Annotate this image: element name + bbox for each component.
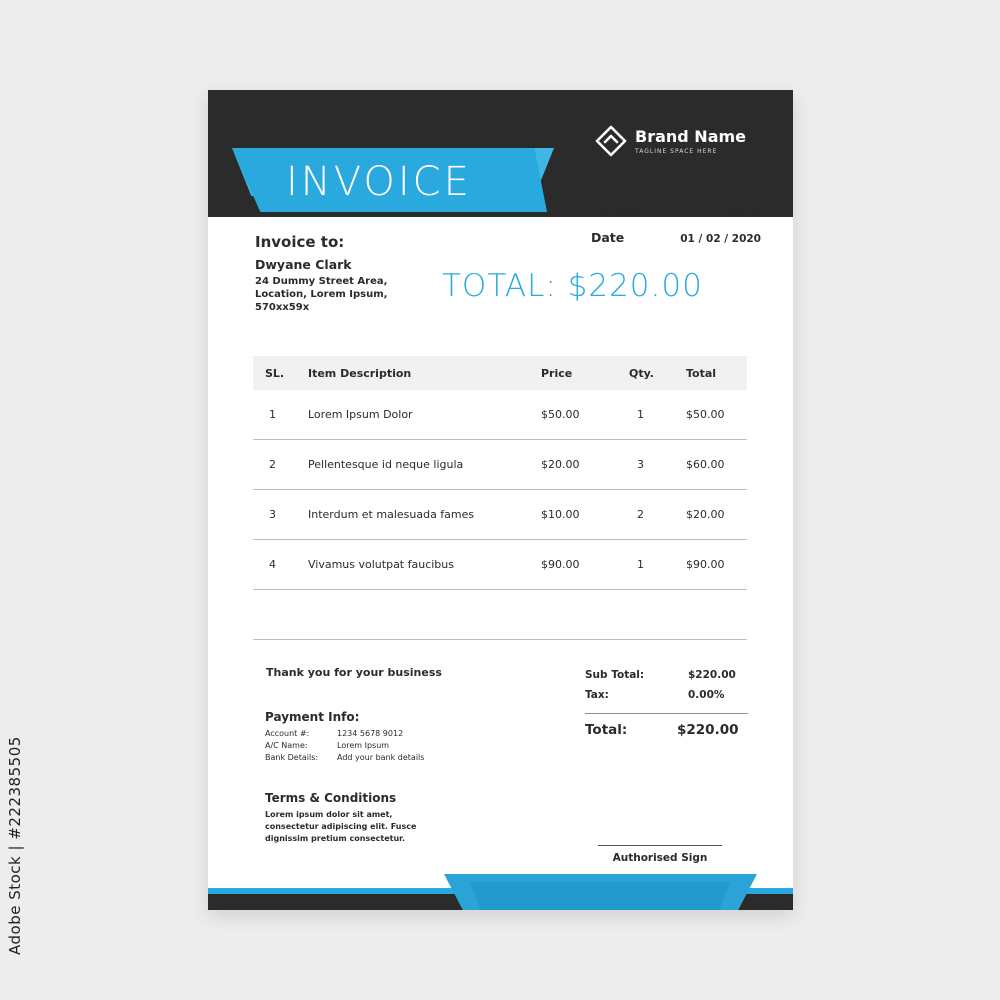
payment-heading: Payment Info: <box>265 710 360 724</box>
invoice-meta <box>591 204 761 256</box>
cell-qty: 2 <box>637 508 644 521</box>
table-row <box>253 540 747 590</box>
grand-total-label: Total: <box>585 722 628 738</box>
payment-info <box>265 710 485 764</box>
cell-sl: 2 <box>269 458 276 471</box>
invoice-number-label: Invoice# <box>591 204 652 219</box>
cell-sl: 4 <box>269 558 276 571</box>
cell-description: Lorem Ipsum Dolor <box>308 408 413 421</box>
tax-row <box>585 685 745 705</box>
header-sl: SL. <box>265 366 285 380</box>
totals-summary <box>585 665 745 740</box>
cell-total: $90.00 <box>686 558 725 571</box>
invoice-number-value: 52148 <box>724 207 761 219</box>
client-address-line-2: Location, Lorem Ipsum, <box>255 289 388 300</box>
table-row-empty <box>253 590 747 640</box>
cell-sl: 1 <box>269 408 276 421</box>
client-address-line-1: 24 Dummy Street Area, <box>255 276 388 287</box>
terms-heading: Terms & Conditions <box>265 791 397 805</box>
invoice-date-value: 01 / 02 / 2020 <box>680 233 761 245</box>
brand-tagline: TAGLINE SPACE HERE <box>635 147 718 155</box>
bank-value: Add your bank details <box>337 753 425 762</box>
invoice-title: INVOICE <box>286 159 472 205</box>
cell-qty: 1 <box>637 558 644 571</box>
bank-label: Bank Details: <box>265 753 319 762</box>
terms-line-1: Lorem ipsum dolor sit amet, <box>265 810 393 819</box>
footer-accent-shape-inner <box>470 882 730 910</box>
cell-total: $60.00 <box>686 458 725 471</box>
invoice-paper <box>208 90 793 910</box>
grand-total-row <box>585 720 745 740</box>
diamond-logo-icon <box>595 125 627 157</box>
brand-name: Brand Name <box>635 126 747 146</box>
table-header <box>253 356 747 390</box>
cell-price: $10.00 <box>541 508 580 521</box>
cell-qty: 3 <box>637 458 644 471</box>
cell-price: $50.00 <box>541 408 580 421</box>
account-value: 1234 5678 9012 <box>337 729 404 738</box>
stock-id-label: Adobe Stock | #222385505 <box>6 736 24 955</box>
brand <box>595 125 746 157</box>
terms-line-2: consectetur adipiscing elit. Fusce <box>265 822 417 831</box>
subtotal-label: Sub Total: <box>585 669 645 681</box>
invoice-date-row <box>591 230 761 256</box>
header-qty: Qty. <box>629 366 654 380</box>
cell-sl: 3 <box>269 508 276 521</box>
table-row <box>253 440 747 490</box>
bill-to <box>255 233 455 314</box>
cell-price: $90.00 <box>541 558 580 571</box>
terms-conditions <box>265 791 485 845</box>
cell-price: $20.00 <box>541 458 580 471</box>
terms-line-3: dignissim pretium consectetur. <box>265 834 405 843</box>
bill-to-heading: Invoice to: <box>255 233 345 251</box>
summary-divider <box>585 713 748 714</box>
signature-line <box>598 845 722 846</box>
subtotal-value: $220.00 <box>688 669 736 681</box>
cell-description: Vivamus volutpat faucibus <box>308 558 454 571</box>
total-banner: TOTAL: $220.00 <box>442 268 703 304</box>
client-address-line-3: 570xx59x <box>255 302 310 313</box>
payment-bank-row <box>265 752 485 764</box>
invoice-number-row <box>591 204 761 230</box>
table-row <box>253 490 747 540</box>
invoice-date-label: Date <box>591 230 625 245</box>
cell-total: $50.00 <box>686 408 725 421</box>
thank-you-note: Thank you for your business <box>266 666 442 679</box>
signature-label: Authorised Sign <box>612 852 708 864</box>
cell-description: Interdum et malesuada fames <box>308 508 475 521</box>
payment-name-row <box>265 740 485 752</box>
ac-name-label: A/C Name: <box>265 741 308 750</box>
tax-label: Tax: <box>585 689 609 701</box>
ac-name-value: Lorem Ipsum <box>337 741 390 750</box>
table-row <box>253 390 747 440</box>
account-label: Account #: <box>265 729 310 738</box>
tax-value: 0.00% <box>688 689 725 701</box>
cell-qty: 1 <box>637 408 644 421</box>
header-description: Item Description <box>308 366 412 380</box>
header-total: Total <box>686 366 717 380</box>
items-table <box>253 356 747 640</box>
grand-total-value: $220.00 <box>677 722 739 738</box>
cell-description: Pellentesque id neque ligula <box>308 458 464 471</box>
client-name: Dwyane Clark <box>255 257 352 272</box>
header-price: Price <box>541 366 573 380</box>
subtotal-row <box>585 665 745 685</box>
payment-account-row <box>265 728 485 740</box>
cell-total: $20.00 <box>686 508 725 521</box>
